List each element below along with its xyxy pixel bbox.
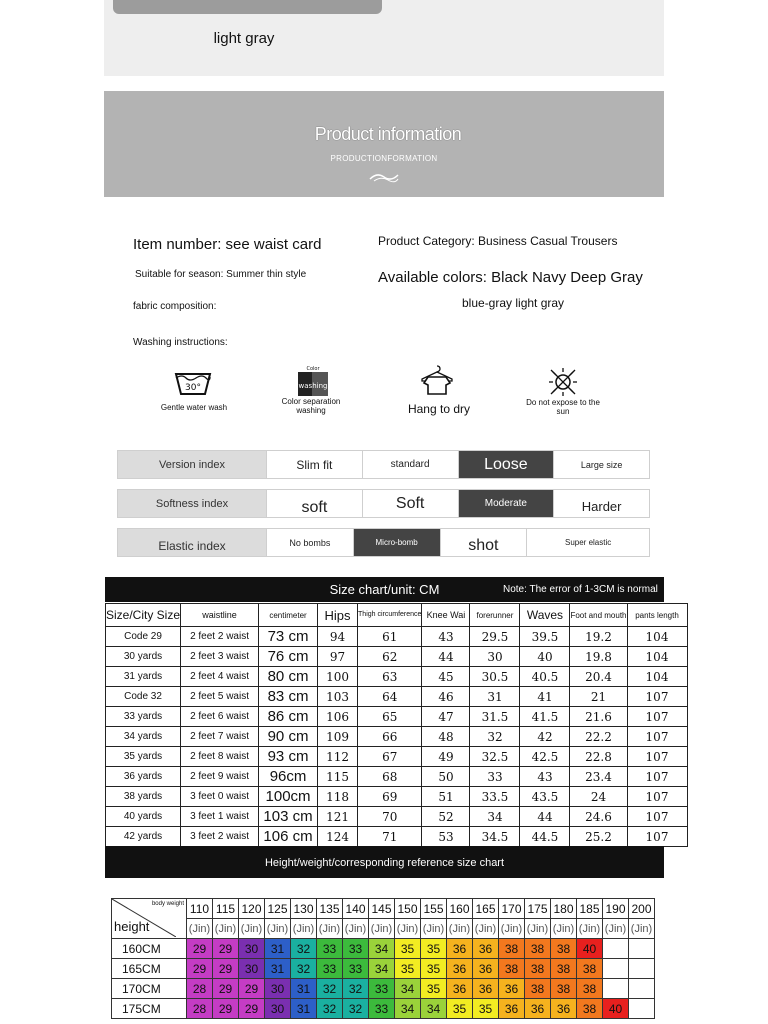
index-option: Large size [553, 451, 649, 478]
size-cell: 2 feet 8 waist [181, 747, 259, 767]
size-cell: 107 [627, 807, 687, 827]
size-recommendation-cell [629, 959, 655, 979]
index-option: soft [266, 490, 362, 517]
washing-instructions: Washing instructions: [133, 337, 228, 348]
size-recommendation-cell: 33 [317, 959, 343, 979]
size-recommendation-cell: 36 [499, 999, 525, 1019]
size-recommendation-cell: 38 [577, 999, 603, 1019]
wash-30-icon [174, 368, 212, 405]
size-recommendation-cell: 34 [395, 999, 421, 1019]
size-cell: 52 [422, 807, 470, 827]
available-colors-cont: blue-gray light gray [462, 296, 565, 310]
svg-text:Color: Color [306, 366, 320, 372]
weight-header: 180 [551, 899, 577, 919]
weight-unit: (Jin) [525, 919, 551, 939]
index-name: Elastic index [118, 529, 266, 556]
size-cell: 73 cm [259, 627, 318, 647]
size-recommendation-cell: 36 [525, 999, 551, 1019]
weight-unit: (Jin) [473, 919, 499, 939]
size-recommendation-cell [603, 979, 629, 999]
size-table-header [106, 604, 688, 627]
size-recommendation-cell: 36 [551, 999, 577, 1019]
size-recommendation-cell: 36 [447, 979, 473, 999]
size-cell: 2 feet 5 waist [181, 687, 259, 707]
size-cell: 36 yards [106, 767, 181, 787]
index-option: No bombs [266, 529, 353, 556]
weight-unit: (Jin) [343, 919, 369, 939]
size-cell: 107 [627, 747, 687, 767]
size-cell: 68 [358, 767, 422, 787]
weight-header: 125 [265, 899, 291, 919]
size-cell: 34.5 [470, 827, 520, 847]
size-recommendation-cell: 30 [265, 979, 291, 999]
size-cell: 64 [358, 687, 422, 707]
size-recommendation-cell: 30 [239, 939, 265, 959]
size-recommendation-cell: 31 [291, 979, 317, 999]
size-recommendation-cell: 35 [473, 999, 499, 1019]
size-cell: 3 feet 0 waist [181, 787, 259, 807]
index-option-selected: Loose [458, 451, 554, 478]
size-recommendation-cell: 29 [213, 959, 239, 979]
weight-unit: (Jin) [603, 919, 629, 939]
size-cell: 83 cm [259, 687, 318, 707]
height-row [112, 999, 655, 1019]
size-cell: 76 cm [259, 647, 318, 667]
size-cell: 44 [520, 807, 570, 827]
weight-header: 175 [525, 899, 551, 919]
height-weight-body [112, 939, 655, 1019]
corner-weight-label: body weight [151, 901, 184, 907]
size-recommendation-cell: 32 [343, 999, 369, 1019]
size-cell: 80 cm [259, 667, 318, 687]
size-cell: 100 [318, 667, 358, 687]
size-cell: 23.4 [570, 767, 627, 787]
weight-header: 145 [369, 899, 395, 919]
weight-header: 140 [343, 899, 369, 919]
col-header: Waves [520, 604, 570, 627]
col-header: forerunner [470, 604, 520, 627]
size-cell: 34 [470, 807, 520, 827]
size-cell: 3 feet 2 waist [181, 827, 259, 847]
size-recommendation-cell: 36 [473, 959, 499, 979]
size-recommendation-cell: 38 [551, 959, 577, 979]
reference-chart-title: Height/weight/corresponding reference size chart [264, 857, 505, 869]
height-weight-table [111, 898, 655, 1019]
size-cell: Code 32 [106, 687, 181, 707]
size-cell: 107 [627, 787, 687, 807]
no-sun-label: Do not expose to the sun [526, 398, 600, 416]
corner-height-label: height [114, 919, 150, 934]
size-cell: 50 [422, 767, 470, 787]
size-recommendation-cell: 29 [213, 939, 239, 959]
size-cell: 107 [627, 707, 687, 727]
size-recommendation-cell: 38 [525, 939, 551, 959]
size-cell: 65 [358, 707, 422, 727]
weight-unit: (Jin) [629, 919, 655, 939]
size-cell: 70 [358, 807, 422, 827]
size-cell: 22.2 [570, 727, 627, 747]
elastic-index-row [117, 528, 650, 557]
size-recommendation-cell [603, 959, 629, 979]
size-cell: 45 [422, 667, 470, 687]
size-cell: 112 [318, 747, 358, 767]
weight-unit: (Jin) [395, 919, 421, 939]
weight-header: 150 [395, 899, 421, 919]
size-cell: 49 [422, 747, 470, 767]
banner-subtitle: PRODUCTIONFORMATION [330, 154, 438, 163]
corner-cell [112, 899, 187, 939]
col-header: Hips [318, 604, 358, 627]
size-cell: 41.5 [520, 707, 570, 727]
wave-decoration-icon [368, 170, 400, 184]
size-cell: 32 [470, 727, 520, 747]
size-recommendation-cell: 36 [473, 939, 499, 959]
size-recommendation-cell: 29 [239, 999, 265, 1019]
col-header: Foot and mouth [570, 604, 627, 627]
svg-text:30°: 30° [185, 383, 201, 393]
size-cell: 69 [358, 787, 422, 807]
size-cell: 90 cm [259, 727, 318, 747]
size-recommendation-cell: 36 [447, 959, 473, 979]
size-cell: 19.2 [570, 627, 627, 647]
size-recommendation-cell: 29 [213, 999, 239, 1019]
height-cell: 170CM [112, 979, 187, 999]
size-cell: 43.5 [520, 787, 570, 807]
size-cell: 94 [318, 627, 358, 647]
banner-title: Product information [314, 124, 462, 144]
size-recommendation-cell: 38 [551, 939, 577, 959]
size-cell: 3 feet 1 waist [181, 807, 259, 827]
size-cell: 40 [520, 647, 570, 667]
size-recommendation-cell: 31 [291, 999, 317, 1019]
size-recommendation-cell: 34 [369, 939, 395, 959]
size-recommendation-cell: 35 [395, 939, 421, 959]
size-cell: 109 [318, 727, 358, 747]
index-name: Softness index [118, 490, 266, 517]
height-cell: 175CM [112, 999, 187, 1019]
weight-header: 165 [473, 899, 499, 919]
size-cell: Code 29 [106, 627, 181, 647]
unit-row [112, 919, 655, 939]
size-cell: 115 [318, 767, 358, 787]
size-recommendation-cell: 32 [291, 939, 317, 959]
size-recommendation-cell [603, 939, 629, 959]
size-recommendation-cell: 40 [603, 999, 629, 1019]
size-row [106, 747, 688, 767]
size-cell: 48 [422, 727, 470, 747]
size-cell: 96cm [259, 767, 318, 787]
weight-unit: (Jin) [239, 919, 265, 939]
size-recommendation-cell: 35 [447, 999, 473, 1019]
size-cell: 29.5 [470, 627, 520, 647]
size-recommendation-cell: 38 [499, 939, 525, 959]
size-cell: 34 yards [106, 727, 181, 747]
size-recommendation-cell: 33 [343, 959, 369, 979]
size-cell: 33 [470, 767, 520, 787]
size-recommendation-cell: 35 [421, 939, 447, 959]
size-cell: 107 [627, 727, 687, 747]
size-table-body [106, 627, 688, 847]
size-cell: 53 [422, 827, 470, 847]
size-cell: 31 [470, 687, 520, 707]
size-cell: 30.5 [470, 667, 520, 687]
size-recommendation-cell: 35 [421, 979, 447, 999]
size-row [106, 767, 688, 787]
size-recommendation-cell: 38 [577, 959, 603, 979]
weight-unit: (Jin) [499, 919, 525, 939]
size-cell: 106 [318, 707, 358, 727]
size-cell: 2 feet 9 waist [181, 767, 259, 787]
color-swatch [113, 0, 382, 14]
available-colors: Available colors: Black Navy Deep Gray [378, 269, 643, 286]
size-cell: 39.5 [520, 627, 570, 647]
col-header: Knee Wai [422, 604, 470, 627]
size-recommendation-cell: 38 [551, 979, 577, 999]
height-row [112, 959, 655, 979]
size-row [106, 627, 688, 647]
weight-unit: (Jin) [577, 919, 603, 939]
weight-header: 135 [317, 899, 343, 919]
size-recommendation-cell: 35 [395, 959, 421, 979]
size-cell: 47 [422, 707, 470, 727]
size-cell: 33.5 [470, 787, 520, 807]
size-row [106, 727, 688, 747]
size-row [106, 807, 688, 827]
size-row [106, 667, 688, 687]
index-option: shot [440, 529, 527, 556]
size-cell: 61 [358, 627, 422, 647]
size-cell: 19.8 [570, 647, 627, 667]
size-cell: 42 yards [106, 827, 181, 847]
height-cell: 160CM [112, 939, 187, 959]
weight-unit: (Jin) [291, 919, 317, 939]
index-option: Slim fit [266, 451, 362, 478]
size-row [106, 687, 688, 707]
weight-header: 185 [577, 899, 603, 919]
size-cell: 41 [520, 687, 570, 707]
index-option-selected: Moderate [458, 490, 554, 517]
wash-30-label: Gentle water wash [160, 403, 228, 412]
size-cell: 63 [358, 667, 422, 687]
index-option: Harder [553, 490, 649, 517]
size-cell: 104 [627, 647, 687, 667]
size-cell: 31.5 [470, 707, 520, 727]
size-cell: 51 [422, 787, 470, 807]
weight-unit: (Jin) [213, 919, 239, 939]
season: Suitable for season: Summer thin style [135, 269, 307, 280]
size-row [106, 647, 688, 667]
size-recommendation-cell: 36 [447, 939, 473, 959]
size-recommendation-cell: 29 [213, 979, 239, 999]
size-cell: 20.4 [570, 667, 627, 687]
size-recommendation-cell: 31 [265, 939, 291, 959]
size-recommendation-cell: 33 [369, 999, 395, 1019]
size-cell: 43 [520, 767, 570, 787]
item-number: Item number: see waist card [133, 236, 322, 253]
size-recommendation-cell: 32 [343, 979, 369, 999]
weight-unit: (Jin) [447, 919, 473, 939]
size-cell: 103 cm [259, 807, 318, 827]
size-cell: 121 [318, 807, 358, 827]
weight-header: 200 [629, 899, 655, 919]
size-cell: 33 yards [106, 707, 181, 727]
size-recommendation-cell: 34 [421, 999, 447, 1019]
size-recommendation-cell: 28 [187, 979, 213, 999]
weight-unit: (Jin) [187, 919, 213, 939]
color-separation-label: Color separation washing [281, 397, 341, 415]
weight-header: 110 [187, 899, 213, 919]
size-cell: 2 feet 2 waist [181, 627, 259, 647]
size-cell: 104 [627, 627, 687, 647]
index-option-selected: Micro-bomb [353, 529, 440, 556]
weight-unit: (Jin) [551, 919, 577, 939]
size-cell: 22.8 [570, 747, 627, 767]
index-option: Soft [362, 490, 458, 517]
size-recommendation-cell: 38 [499, 959, 525, 979]
size-cell: 67 [358, 747, 422, 767]
size-cell: 25.2 [570, 827, 627, 847]
size-row [106, 787, 688, 807]
size-recommendation-cell: 30 [265, 999, 291, 1019]
size-cell: 106 cm [259, 827, 318, 847]
size-recommendation-cell: 35 [421, 959, 447, 979]
weight-header: 130 [291, 899, 317, 919]
size-cell: 118 [318, 787, 358, 807]
size-recommendation-cell [629, 999, 655, 1019]
size-cell: 24 [570, 787, 627, 807]
weight-header: 120 [239, 899, 265, 919]
size-recommendation-cell: 40 [577, 939, 603, 959]
size-cell: 31 yards [106, 667, 181, 687]
size-recommendation-cell: 34 [369, 959, 395, 979]
size-cell: 71 [358, 827, 422, 847]
softness-index-row [117, 489, 650, 518]
size-cell: 44 [422, 647, 470, 667]
size-recommendation-cell: 31 [265, 959, 291, 979]
size-cell: 86 cm [259, 707, 318, 727]
size-recommendation-cell: 30 [239, 959, 265, 979]
size-cell: 62 [358, 647, 422, 667]
size-cell: 43 [422, 627, 470, 647]
col-header: waistline [181, 604, 259, 627]
size-recommendation-cell: 28 [187, 999, 213, 1019]
size-cell: 42 [520, 727, 570, 747]
size-row [106, 827, 688, 847]
index-option: Super elastic [526, 529, 649, 556]
weight-header: 160 [447, 899, 473, 919]
size-recommendation-cell: 32 [317, 979, 343, 999]
size-cell: 107 [627, 827, 687, 847]
size-cell: 30 [470, 647, 520, 667]
size-cell: 2 feet 3 waist [181, 647, 259, 667]
size-recommendation-cell: 29 [239, 979, 265, 999]
height-row [112, 939, 655, 959]
size-cell: 21.6 [570, 707, 627, 727]
size-recommendation-cell: 32 [317, 999, 343, 1019]
weight-header: 170 [499, 899, 525, 919]
size-recommendation-cell: 33 [369, 979, 395, 999]
size-cell: 107 [627, 687, 687, 707]
size-recommendation-cell [629, 979, 655, 999]
size-cell: 104 [627, 667, 687, 687]
col-header: pants length [627, 604, 687, 627]
size-cell: 2 feet 6 waist [181, 707, 259, 727]
size-recommendation-cell: 36 [499, 979, 525, 999]
size-chart-title: Size chart/unit: CM [329, 582, 440, 597]
version-index-row [117, 450, 650, 479]
size-cell: 97 [318, 647, 358, 667]
color-label: light gray [213, 30, 275, 47]
size-recommendation-cell [629, 939, 655, 959]
weight-unit: (Jin) [265, 919, 291, 939]
size-chart-note: Note: The error of 1-3CM is normal [503, 584, 658, 595]
size-cell: 93 cm [259, 747, 318, 767]
hang-dry-label: Hang to dry [407, 402, 471, 416]
size-cell: 32.5 [470, 747, 520, 767]
height-row [112, 979, 655, 999]
size-table [105, 603, 688, 847]
weight-unit: (Jin) [317, 919, 343, 939]
size-cell: 100cm [259, 787, 318, 807]
size-cell: 107 [627, 767, 687, 787]
size-cell: 2 feet 4 waist [181, 667, 259, 687]
size-recommendation-cell: 33 [343, 939, 369, 959]
size-cell: 30 yards [106, 647, 181, 667]
col-header: Thigh circumference [358, 604, 422, 627]
weight-unit: (Jin) [421, 919, 447, 939]
size-cell: 40.5 [520, 667, 570, 687]
size-recommendation-cell: 29 [187, 959, 213, 979]
size-cell: 42.5 [520, 747, 570, 767]
size-cell: 24.6 [570, 807, 627, 827]
size-cell: 21 [570, 687, 627, 707]
svg-text:washing: washing [298, 382, 328, 390]
size-cell: 40 yards [106, 807, 181, 827]
weight-header: 190 [603, 899, 629, 919]
size-recommendation-cell: 38 [577, 979, 603, 999]
weight-header: 115 [213, 899, 239, 919]
col-header: centimeter [259, 604, 318, 627]
col-header: Size/City Size [106, 604, 181, 627]
index-option: standard [362, 451, 458, 478]
size-recommendation-cell: 36 [473, 979, 499, 999]
size-cell: 2 feet 7 waist [181, 727, 259, 747]
size-recommendation-cell: 32 [291, 959, 317, 979]
index-name: Version index [118, 451, 266, 478]
size-recommendation-cell: 38 [525, 959, 551, 979]
weight-header: 155 [421, 899, 447, 919]
size-cell: 124 [318, 827, 358, 847]
size-row [106, 707, 688, 727]
size-cell: 103 [318, 687, 358, 707]
size-cell: 66 [358, 727, 422, 747]
size-cell: 46 [422, 687, 470, 707]
product-category: Product Category: Business Casual Trousers [378, 234, 618, 248]
size-recommendation-cell: 29 [187, 939, 213, 959]
height-cell: 165CM [112, 959, 187, 979]
size-recommendation-cell: 33 [317, 939, 343, 959]
hanger-shirt-icon [418, 364, 456, 401]
size-recommendation-cell: 38 [525, 979, 551, 999]
fabric-composition: fabric composition: [133, 301, 217, 312]
weight-unit: (Jin) [369, 919, 395, 939]
size-cell: 44.5 [520, 827, 570, 847]
size-recommendation-cell: 34 [395, 979, 421, 999]
weight-header-row [112, 899, 655, 919]
size-cell: 38 yards [106, 787, 181, 807]
size-cell: 35 yards [106, 747, 181, 767]
